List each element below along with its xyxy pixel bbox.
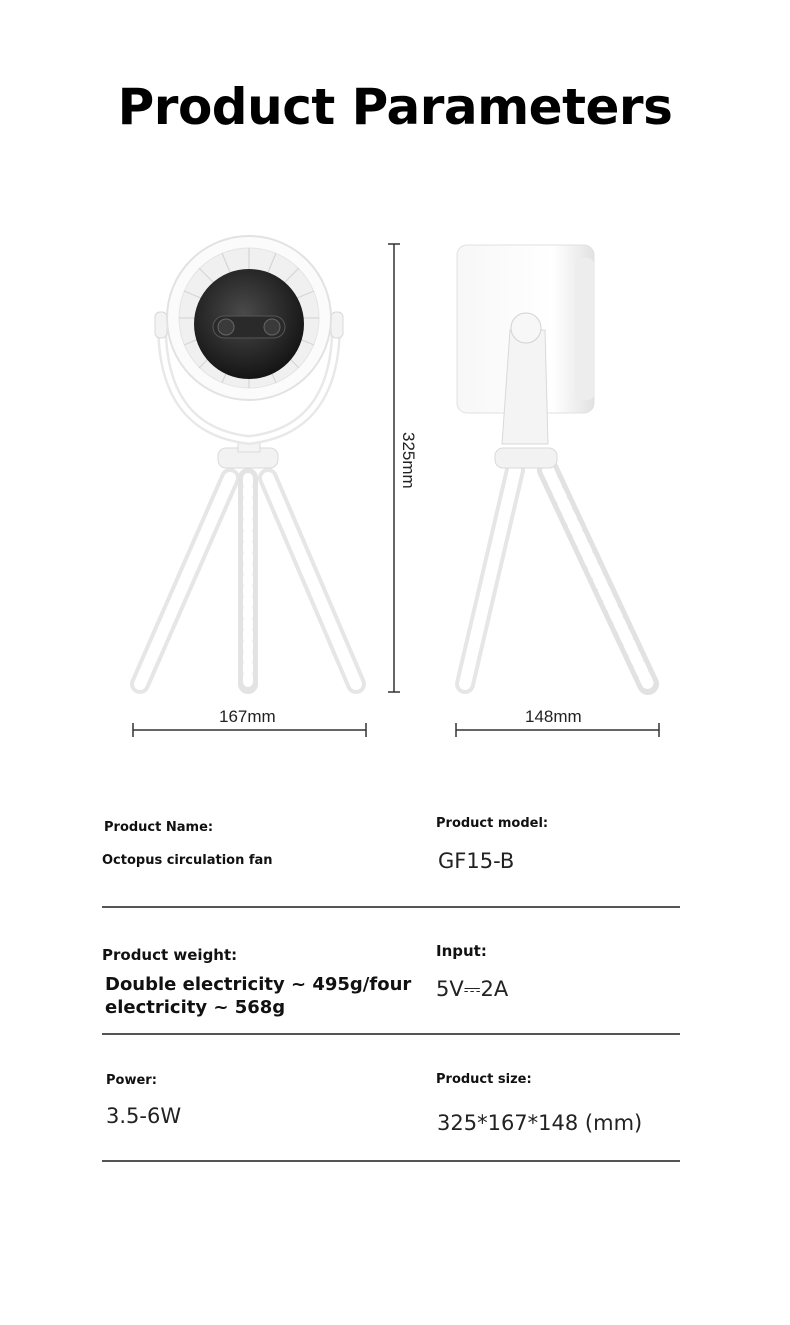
side-width-dimension-label: 148mm xyxy=(525,707,582,726)
product-model-value: GF15-B xyxy=(438,849,515,873)
product-size-label: Product size: xyxy=(436,1072,532,1087)
product-name-label: Product Name: xyxy=(104,820,214,835)
product-size-value: 325*167*148 (mm) xyxy=(437,1111,643,1135)
product-weight-value: Double electricity ~ 495g/four electricity ~ 568g xyxy=(105,974,412,1018)
row-divider xyxy=(102,1033,680,1035)
input-label: Input: xyxy=(436,942,487,960)
product-name-value: Octopus circulation fan xyxy=(102,853,273,868)
row-divider xyxy=(102,906,680,908)
product-weight-label: Product weight: xyxy=(102,946,238,964)
side-view-fan xyxy=(457,245,648,684)
product-model-label: Product model: xyxy=(436,816,549,831)
power-value: 3.5-6W xyxy=(106,1104,182,1128)
input-value: 5V⎓2A xyxy=(436,977,509,1001)
page-title: Product Parameters xyxy=(117,78,673,136)
front-width-dimension-label: 167mm xyxy=(219,707,276,726)
front-view-fan xyxy=(140,236,356,684)
row-divider xyxy=(102,1160,680,1162)
power-label: Power: xyxy=(106,1073,157,1088)
height-dimension-label: 325mm xyxy=(399,432,418,489)
